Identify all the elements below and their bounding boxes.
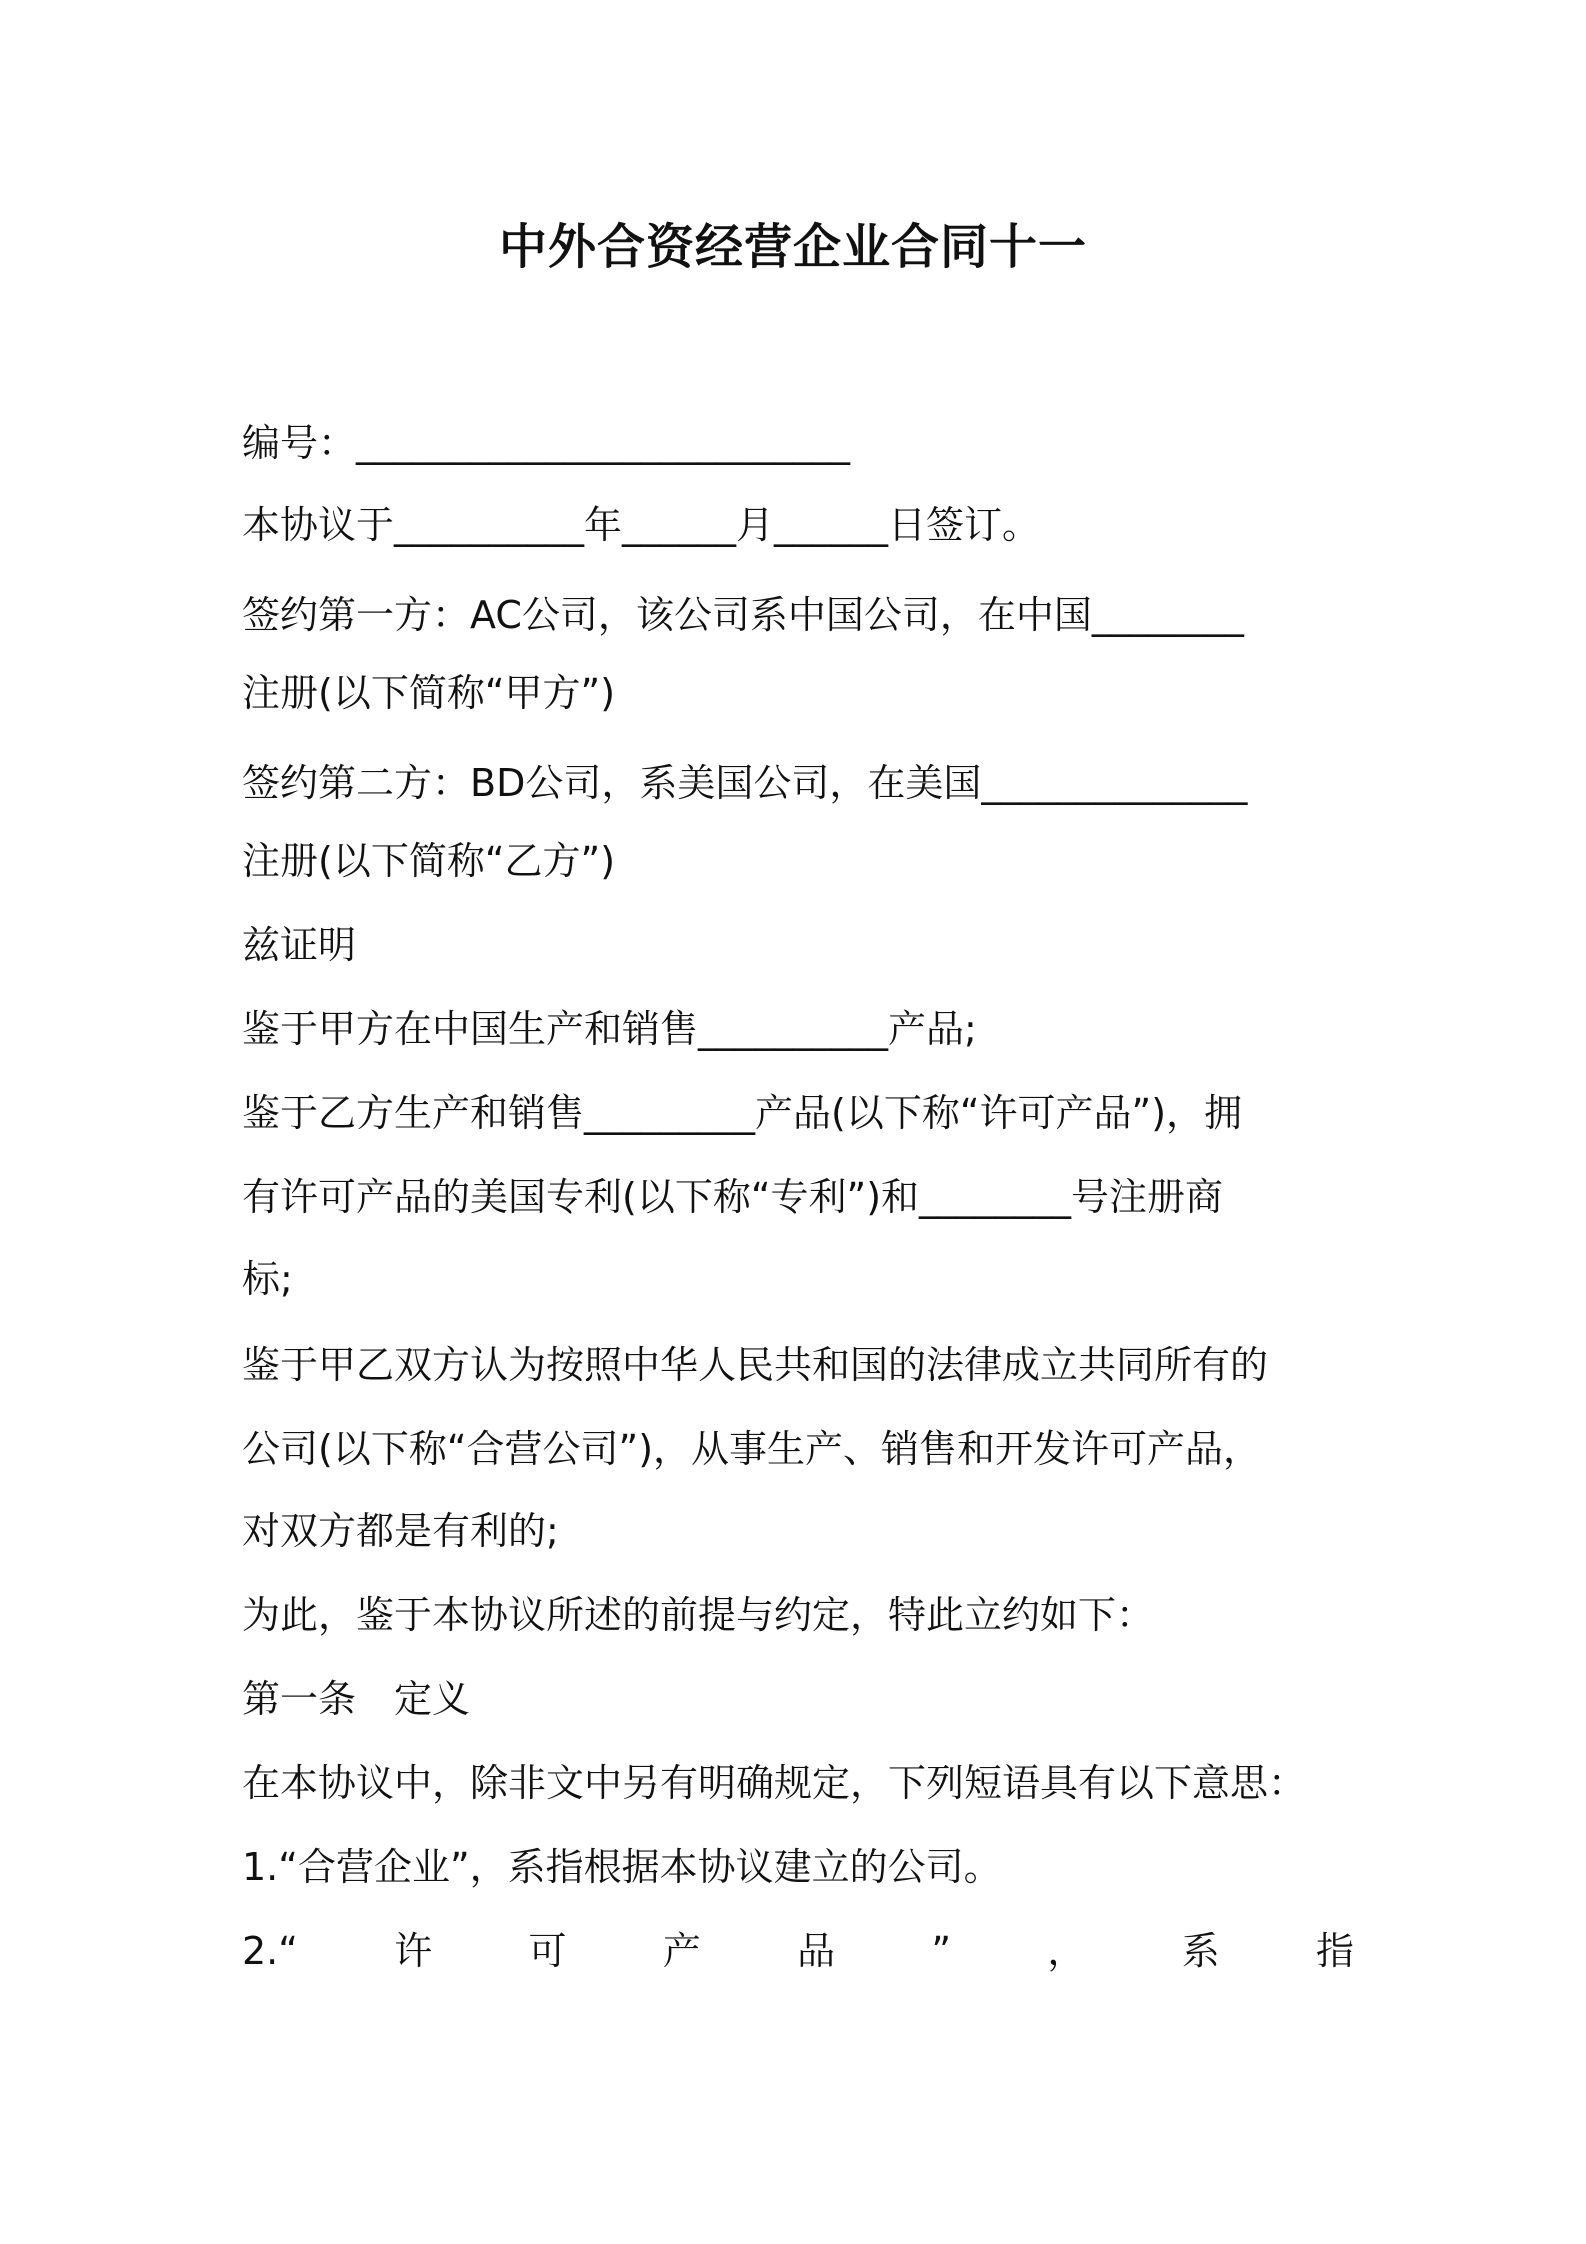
definition-2-part: 系 — [1181, 1929, 1220, 1973]
article-1-heading: 第一条 定义 — [242, 1677, 471, 1721]
recital-2-line-3: 标; — [242, 1257, 293, 1301]
signing-date-line: 本协议于__________年______月______日签订。 — [242, 503, 1041, 547]
definition-2-part: 许 — [394, 1929, 433, 1973]
party-b-line: 签约第二方：BD公司，系美国公司，在美国______________ — [242, 761, 1248, 805]
definition-1-line: 1.“合营企业”，系指根据本协议建立的公司。 — [242, 1845, 1002, 1889]
party-a-line: 签约第一方：AC公司，该公司系中国公司，在中国________ — [242, 593, 1244, 637]
recital-3-line-1: 鉴于甲乙双方认为按照中华人民共和国的法律成立共同所有的 — [242, 1343, 1269, 1387]
agreement-intro-line: 为此，鉴于本协议所述的前提与约定，特此立约如下： — [242, 1593, 1155, 1637]
document-title: 中外合资经营企业合同十一 — [498, 219, 1087, 275]
definition-2-part: ” — [931, 1929, 952, 1973]
party-a-registration-line: 注册(以下简称“甲方”) — [242, 671, 616, 715]
recital-3-line-2: 公司(以下称“合营公司”)，从事生产、销售和开发许可产品， — [242, 1427, 1262, 1471]
definition-2-line — [242, 1923, 1354, 1979]
party-b-registration-line: 注册(以下简称“乙方”) — [242, 839, 616, 883]
recital-2-line-1: 鉴于乙方生产和销售_________产品(以下称“许可产品”)，拥 — [242, 1091, 1243, 1135]
recital-1-line: 鉴于甲方在中国生产和销售__________产品; — [242, 1007, 977, 1051]
recital-2-line-2: 有许可产品的美国专利(以下称“专利”)和________号注册商 — [242, 1175, 1224, 1219]
definition-2-part: ， — [1047, 1929, 1086, 1973]
definition-2-part: 指 — [1315, 1929, 1354, 1973]
definition-2-part: 产 — [662, 1929, 701, 1973]
witness-line: 兹证明 — [242, 923, 357, 967]
definition-2-part: 可 — [528, 1929, 567, 1973]
definition-2-part: 品 — [797, 1929, 836, 1973]
definitions-intro-line: 在本协议中，除非文中另有明确规定，下列短语具有以下意思： — [242, 1761, 1307, 1805]
definition-2-part: 2.“ — [242, 1929, 298, 1973]
contract-number-line: 编号：__________________________ — [242, 421, 851, 465]
recital-3-line-3: 对双方都是有利的; — [242, 1509, 559, 1553]
